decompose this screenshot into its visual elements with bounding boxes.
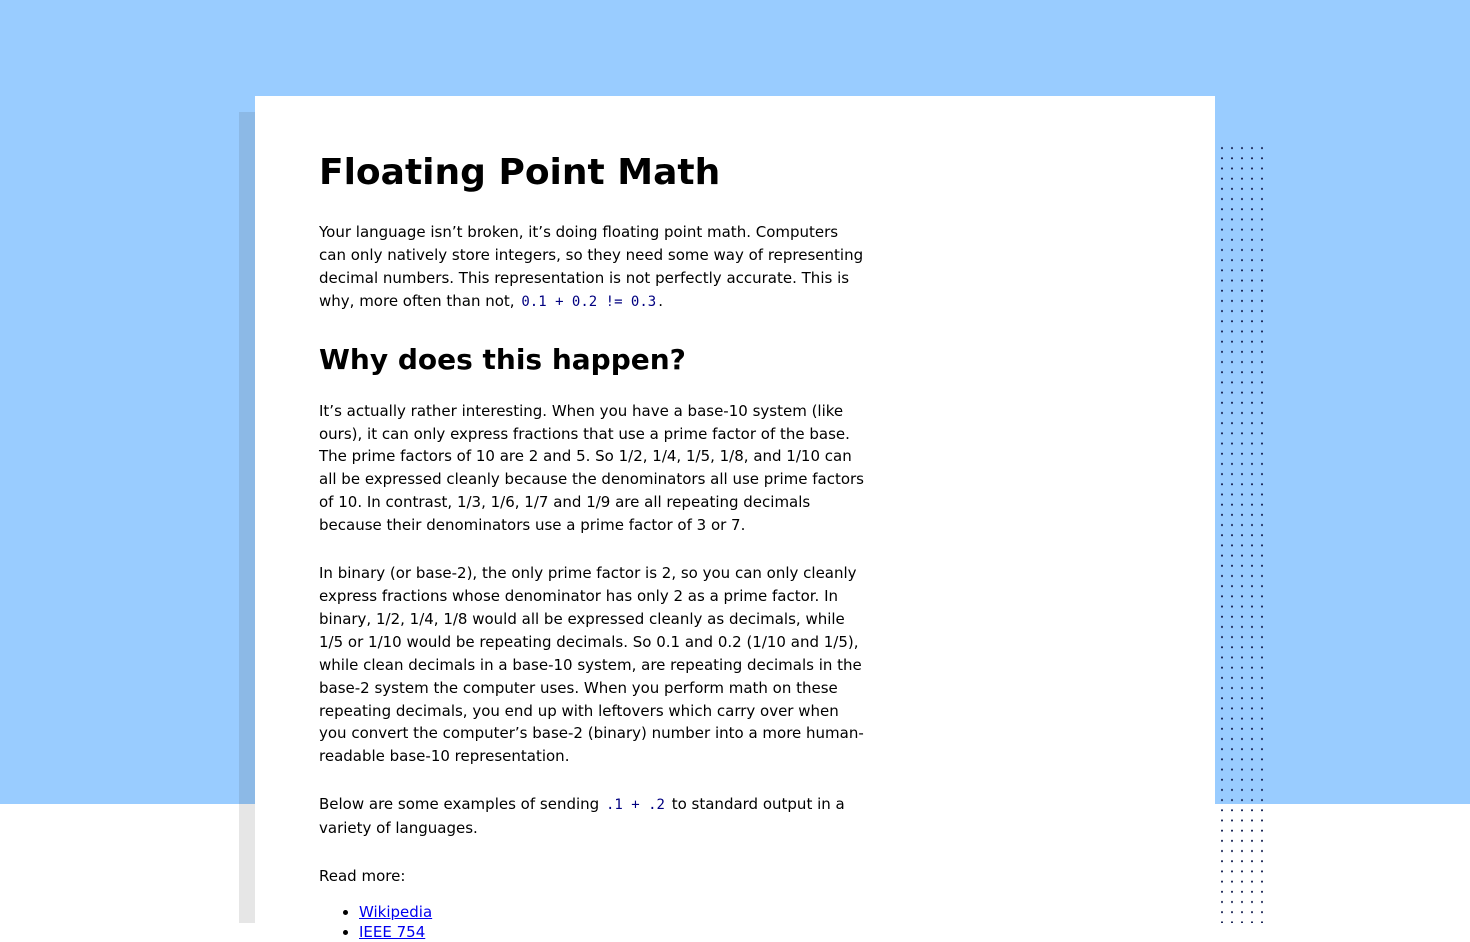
examples-text-end: to standard output in a variety of languages. [319,795,845,838]
intro-paragraph [319,221,869,314]
read-more-label: Read more: [319,867,406,886]
intro-text-end: . [658,291,663,310]
page-title: Floating Point Math [319,152,721,193]
examples-text: Below are some examples of sending [319,795,604,814]
explanation-paragraph-1: It’s actually rather interesting. When you have a base-10 system (like ours), it can only express fractions that use a prime factor of the base. The prime factors of 10 are 2 and 5. So 1/2, 1/4, 1/5, 1/8, and 1/10 can all be expressed cleanly because the denominators all use prime factors of 10. In contrast, 1/3, 1/6, 1/7 and 1/9 are all repeating decimals because their denominators use a prime factor of 3 or 7. [319,401,864,535]
content-card [255,96,1215,941]
list-item [359,922,869,942]
card-shadow [239,112,255,804]
ieee-754-link[interactable]: IEEE 754 [359,922,426,941]
dot-pattern-decoration [1217,143,1267,923]
read-more-list [319,902,869,942]
card-shadow-lower [239,804,255,923]
list-item [359,902,869,922]
explanation-paragraph-2: In binary (or base-2), the only prime factor is 2, so you can only cleanly express fractions whose denominator has only 2 as a prime factor. In binary, 1/2, 1/4, 1/8 would all be expressed cleanly as decimals, while 1/5 or 1/10 would be repeating decimals. So 0.1 and 0.2 (1/10 and 1/5), while clean decimals in a base-10 system, are repeating decimals in the base-2 system the computer uses. When you perform math on these repeating decimals, you end up with leftovers which carry over when you convert the computer’s base-2 (binary) number into a more human-readable base-10 representation. [319,564,864,766]
article [319,150,869,942]
wikipedia-link[interactable]: Wikipedia [359,902,433,921]
intro-code: 0.1 + 0.2 != 0.3 [521,293,657,310]
intro-text: Your language isn’t broken, it’s doing floating point math. Computers can only natively store integers, so they need some way of representing decimal numbers. This representation is not perfectly accurate. This is why, more often than not, [319,223,864,310]
examples-paragraph [319,793,869,840]
section-heading: Why does this happen? [319,342,686,376]
examples-code: .1 + .2 [605,797,665,814]
